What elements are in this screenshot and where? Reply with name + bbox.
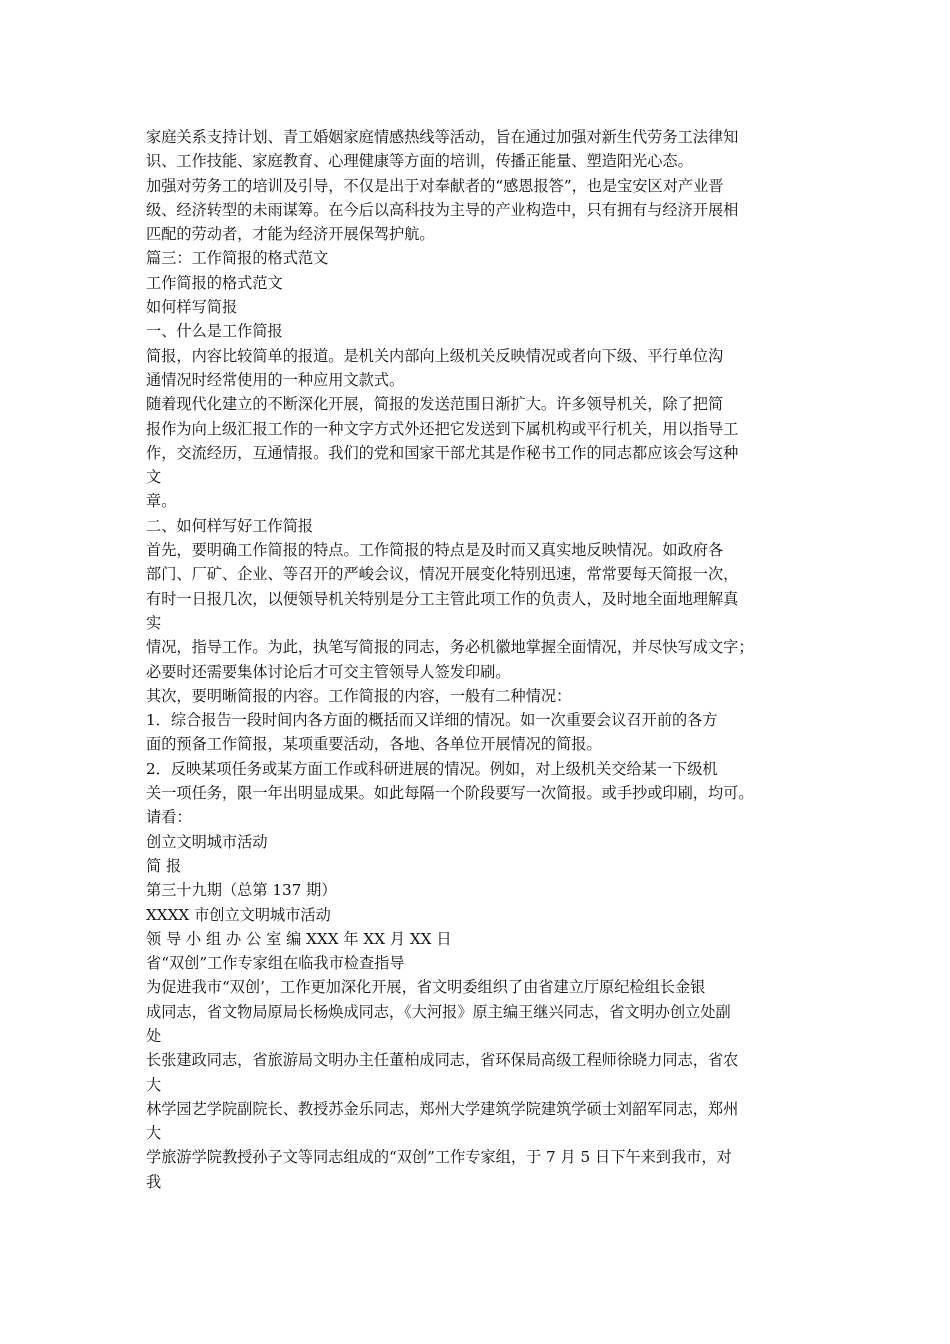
text-line: 省“双创”工作专家组在临我市检查指导 (146, 954, 405, 973)
text-line: 识、工作技能、家庭教育、心理健康等方面的培训，传播正能量、塑造阳光心态。 (146, 152, 693, 171)
text-line: 实 (146, 613, 162, 632)
text-line: 作，交流经历，互通情报。我们的党和国家干部尤其是作秘书工作的同志都应该会写这种 (146, 443, 739, 462)
text-line: 随着现代化建立的不断深化开展，简报的发送范围日渐扩大。许多领导机关，除了把简 (146, 395, 724, 414)
text-line: 一、什么是工作简报 (146, 322, 283, 341)
text-line: 长张建政同志，省旅游局文明办主任董柏成同志，省环保局高级工程师徐晓力同志，省农 (146, 1051, 739, 1070)
text-line: 简报，内容比较简单的报道。是机关内部向上级机关反映情况或者向下级、平行单位沟 (146, 346, 724, 365)
text-line: 大 (146, 1075, 162, 1094)
text-line: 2．反映某项任务或某方面工作或科研进展的情况。例如，对上级机关交给某一下级机 (146, 759, 718, 778)
text-line: 报作为向上级汇报工作的一种文字方式外还把它发送到下属机构或平行机关，用以指导工 (146, 419, 739, 438)
text-line: 1．综合报告一段时间内各方面的概括而又详细的情况。如一次重要会议召开前的各方 (146, 711, 718, 730)
text-line: 匹配的劳动者，才能为经济开展保驾护航。 (146, 225, 435, 244)
text-line: XXXX 市创立文明城市活动 (146, 905, 331, 924)
text-line: 情况，指导工作。为此，执笔写简报的同志，务必机徽地掌握全面情况，并尽快写成文字； (146, 638, 754, 657)
text-line: 加强对劳务工的培训及引导，不仅是出于对奉献者的“感恩报答”，也是宝安区对产业晋 (146, 176, 724, 195)
text-line: 处 (146, 1026, 162, 1045)
text-line: 部门、厂矿、企业、等召开的严峻会议，情况开展变化特别迅速，常常要每天简报一次， (146, 565, 739, 584)
text-line: 请看： (146, 808, 192, 827)
text-line: 其次，要明晰简报的内容。工作简报的内容，一般有二种情况： (146, 686, 572, 705)
text-line: 我 (146, 1172, 162, 1191)
text-line: 如何样写简报 (146, 298, 238, 317)
text-line: 第三十九期（总第 137 期） (146, 881, 337, 900)
text-line: 二、如何样写好工作简报 (146, 516, 314, 535)
text-line: 文 (146, 468, 162, 487)
text-line: 家庭关系支持计划、青工婚姻家庭情感热线等活动，旨在通过加强对新生代劳务工法律知 (146, 128, 739, 146)
text-line: 面的预备工作简报，某项重要活动，各地、各单位开展情况的简报。 (146, 735, 602, 754)
text-line: 领 导 小 组 办 公 室 编 XXX 年 XX 月 XX 日 (146, 929, 452, 948)
text-line: 简 报 (146, 856, 182, 875)
text-line: 林学园艺学院副院长、教授苏金乐同志，郑州大学建筑学院建筑学硕士刘韶军同志，郑州 (146, 1099, 739, 1118)
text-line: 关一项任务，限一年出明显成果。如此每隔一个阶段要写一次简报。或手抄或印刷，均可。 (146, 784, 754, 803)
text-line: 章。 (146, 492, 177, 511)
text-line: 级、经济转型的未雨谋筹。在今后以高科技为主导的产业构造中，只有拥有与经济开展相 (146, 200, 739, 219)
text-line: 学旅游学院教授孙子文等同志组成的“双创”工作专家组，于 7 月 5 日下午来到我市，对 (146, 1148, 732, 1167)
text-line: 创立文明城市活动 (146, 832, 268, 851)
text-line: 工作简报的格式范文 (146, 273, 283, 292)
text-line: 有时一日报几次，以便领导机关特别是分工主管此项工作的负责人，及时地全面地理解真 (146, 589, 739, 608)
text-line: 大 (146, 1124, 162, 1143)
text-line: 通情况时经常使用的一种应用文款式。 (146, 370, 405, 389)
section-heading: 篇三：工作简报的格式范文 (146, 249, 329, 268)
text-line: 必要时还需要集体讨论后才可交主管领导人签发印刷。 (146, 662, 511, 681)
document-body (146, 125, 826, 1194)
text-line: 成同志，省文物局原局长杨焕成同志，《大河报》原主编王继兴同志，省文明办创立处副 (146, 1002, 731, 1021)
text-line: 首先，要明确工作简报的特点。工作简报的特点是及时而又真实地反映情况。如政府各 (146, 541, 724, 560)
text-line: 为促进我市“双创’，工作更加深化开展，省文明委组织了由省建立厅原纪检组长金银 (146, 978, 706, 997)
